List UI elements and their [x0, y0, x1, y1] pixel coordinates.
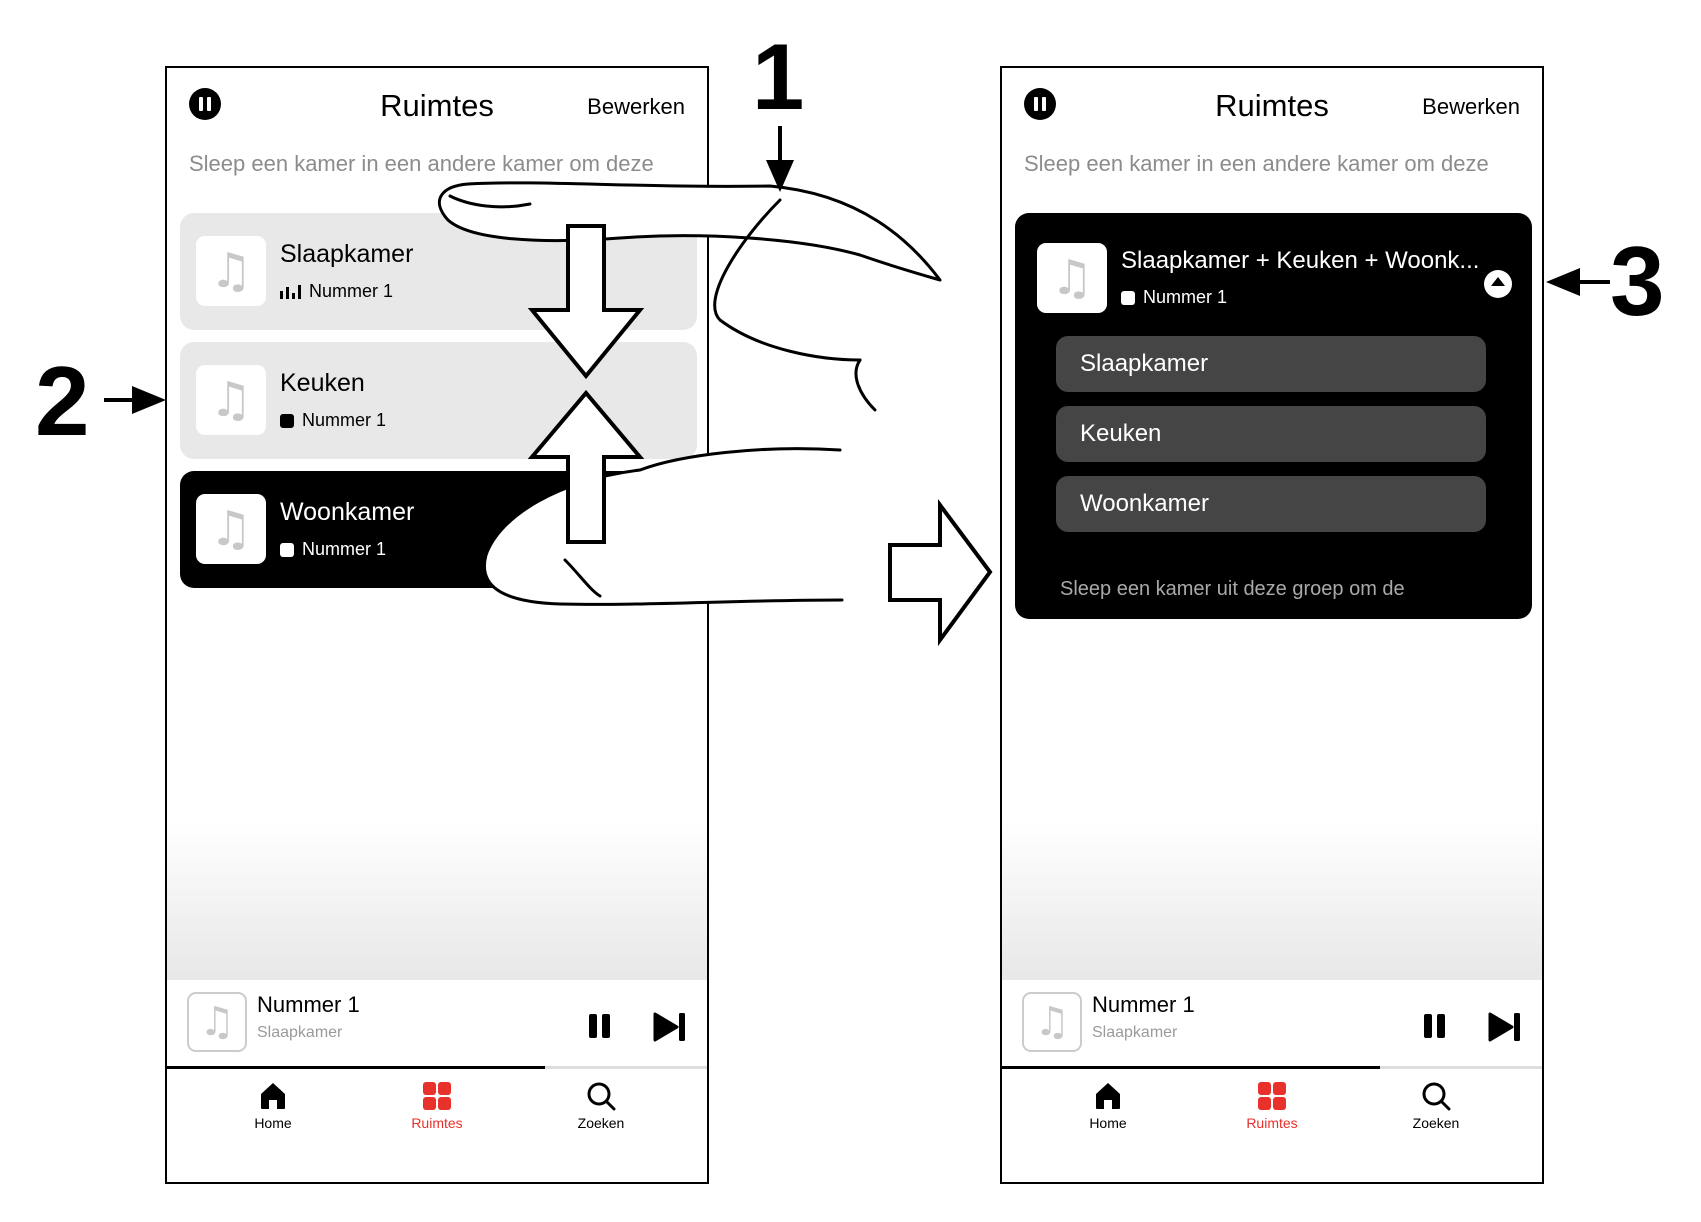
tab-label: Zoeken [1412, 1115, 1460, 1131]
mini-room-name: Slaapkamer [1092, 1024, 1178, 1041]
music-note-icon: ♫ [1034, 999, 1070, 1045]
edit-button[interactable]: Bewerken [1422, 94, 1520, 119]
group-member-keuken[interactable]: Keuken [1056, 406, 1486, 462]
page-title: Ruimtes [1215, 88, 1329, 123]
mini-room-name: Slaapkamer [257, 1024, 343, 1041]
room-name: Woonkamer [280, 498, 415, 526]
callout-arrow-3 [1546, 268, 1610, 296]
group-name: Slaapkamer + Keuken + Woonk... [1121, 247, 1480, 274]
tab-label: Home [254, 1115, 292, 1131]
transition-arrow [890, 505, 990, 640]
callout-3: 3 [1610, 226, 1665, 336]
music-note-icon: ♫ [209, 372, 253, 428]
track-name: Nummer 1 [309, 281, 394, 301]
group-member-woonkamer[interactable]: Woonkamer [1056, 476, 1486, 532]
hand-illustration [439, 183, 940, 605]
track-name: Nummer 1 [302, 410, 387, 430]
music-note-icon: ♫ [209, 243, 253, 299]
hint-text: Sleep een kamer in een andere kamer om deze [189, 151, 654, 176]
tab-label: Zoeken [577, 1115, 625, 1131]
tab-label: Ruimtes [1246, 1115, 1298, 1131]
pinch-down-arrow [532, 226, 640, 376]
track-name: Nummer 1 [1143, 287, 1228, 307]
tab-label: Ruimtes [411, 1115, 463, 1131]
tab-label: Home [1089, 1115, 1127, 1131]
edit-button[interactable]: Bewerken [587, 94, 685, 119]
room-name: Slaapkamer [280, 240, 414, 268]
callout-1: 1 [752, 24, 805, 129]
music-note-icon: ♫ [199, 999, 235, 1045]
page-title: Ruimtes [380, 88, 494, 123]
mini-track-title: Nummer 1 [257, 992, 360, 1017]
callout-2: 2 [35, 346, 90, 456]
track-name: Nummer 1 [302, 539, 387, 559]
room-name: Keuken [280, 369, 365, 397]
group-member-slaapkamer[interactable]: Slaapkamer [1056, 336, 1486, 392]
group-hint: Sleep een kamer uit deze groep om de [1060, 578, 1405, 600]
callout-arrow-1 [766, 126, 794, 192]
callout-arrow-2 [104, 386, 166, 414]
mini-track-title: Nummer 1 [1092, 992, 1195, 1017]
music-note-icon: ♫ [1050, 250, 1094, 306]
music-note-icon: ♫ [209, 501, 253, 557]
hint-text: Sleep een kamer in een andere kamer om deze [1024, 151, 1489, 176]
